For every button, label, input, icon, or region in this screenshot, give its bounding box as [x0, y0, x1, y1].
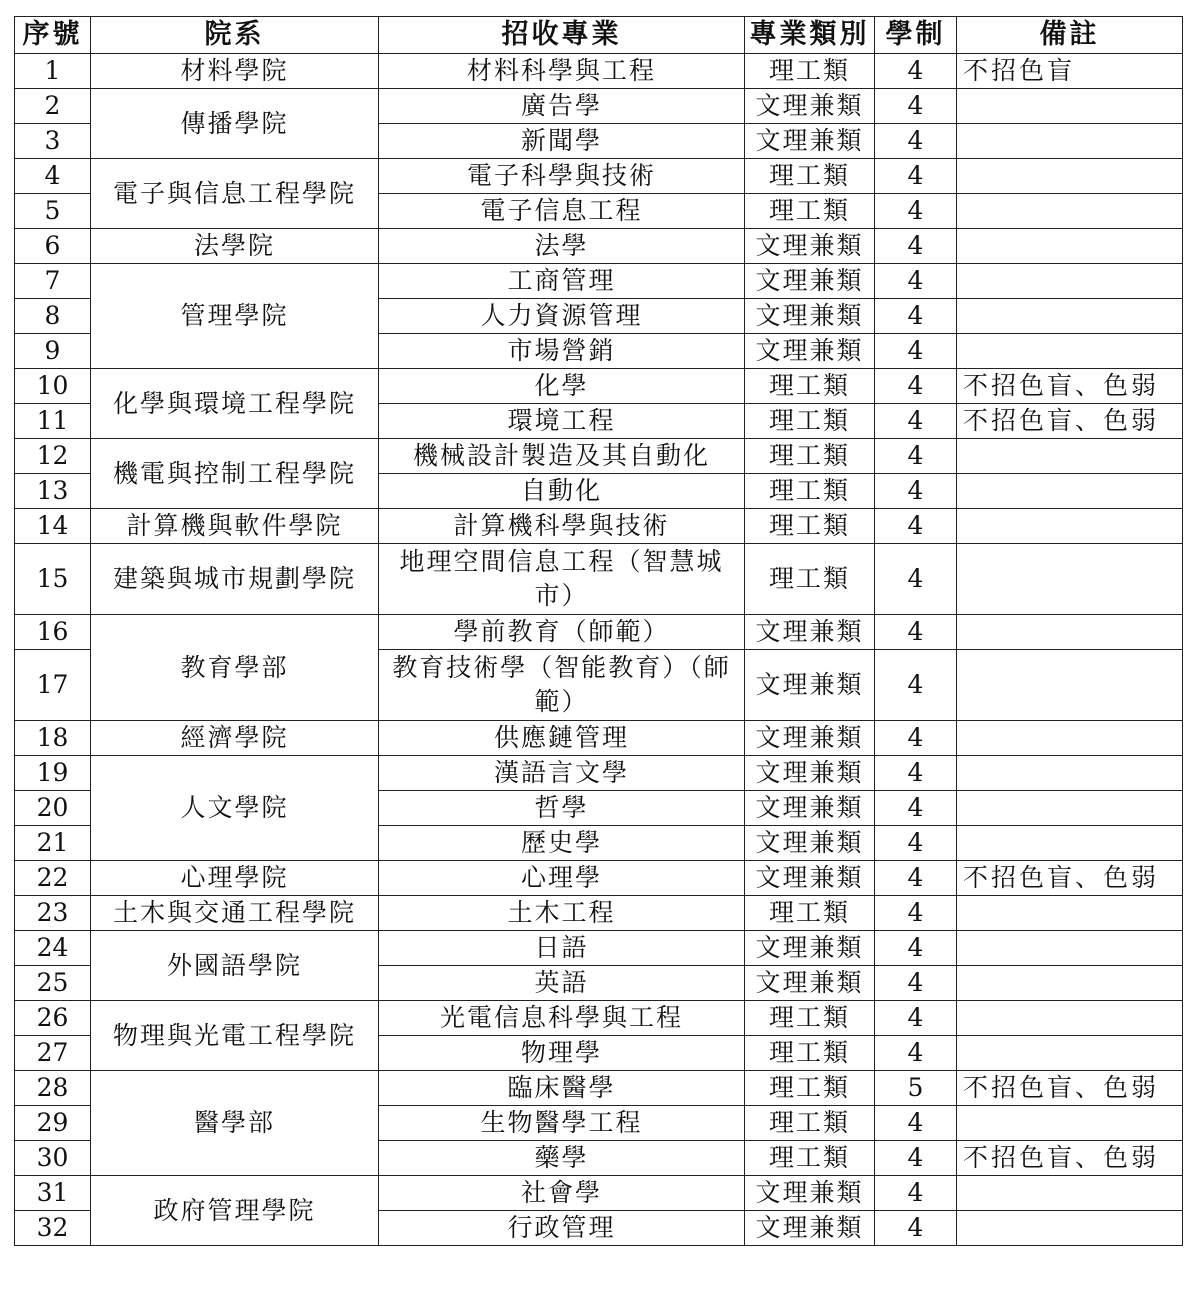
row-note [957, 791, 1183, 826]
row-major: 生物醫學工程 [379, 1106, 745, 1141]
row-major: 人力資源管理 [379, 299, 745, 334]
row-seq: 29 [15, 1106, 91, 1141]
row-major: 社會學 [379, 1176, 745, 1211]
row-dept: 人文學院 [91, 756, 379, 861]
row-years: 4 [875, 404, 957, 439]
table-row [15, 89, 1183, 124]
row-seq: 6 [15, 229, 91, 264]
row-note [957, 1211, 1183, 1246]
row-major: 材料科學與工程 [379, 54, 745, 89]
row-major: 地理空間信息工程（智慧城市） [379, 544, 745, 615]
row-major: 漢語言文學 [379, 756, 745, 791]
row-major: 藥學 [379, 1141, 745, 1176]
row-category: 理工類 [745, 474, 875, 509]
row-category: 理工類 [745, 1106, 875, 1141]
row-years: 4 [875, 1141, 957, 1176]
row-major: 學前教育（師範） [379, 615, 745, 650]
row-major: 哲學 [379, 791, 745, 826]
row-major: 教育技術學（智能教育）（師範） [379, 650, 745, 721]
row-note [957, 334, 1183, 369]
row-seq: 2 [15, 89, 91, 124]
row-note [957, 194, 1183, 229]
table-row [15, 721, 1183, 756]
row-note [957, 544, 1183, 615]
row-major: 化學 [379, 369, 745, 404]
row-seq: 4 [15, 159, 91, 194]
row-note: 不招色盲 [957, 54, 1183, 89]
row-years: 4 [875, 896, 957, 931]
row-category: 文理兼類 [745, 229, 875, 264]
table-row [15, 159, 1183, 194]
row-category: 文理兼類 [745, 966, 875, 1001]
row-major: 市場營銷 [379, 334, 745, 369]
row-category: 文理兼類 [745, 650, 875, 721]
table-row [15, 1001, 1183, 1036]
row-category: 理工類 [745, 369, 875, 404]
row-seq: 10 [15, 369, 91, 404]
row-major: 新聞學 [379, 124, 745, 159]
row-dept: 電子與信息工程學院 [91, 159, 379, 229]
row-note [957, 650, 1183, 721]
row-years: 4 [875, 791, 957, 826]
row-years: 4 [875, 124, 957, 159]
row-major: 廣告學 [379, 89, 745, 124]
row-dept: 化學與環境工程學院 [91, 369, 379, 439]
header-dept: 院系 [91, 17, 379, 54]
row-major: 自動化 [379, 474, 745, 509]
row-dept: 機電與控制工程學院 [91, 439, 379, 509]
row-dept: 建築與城市規劃學院 [91, 544, 379, 615]
header-row [15, 17, 1183, 54]
row-major: 法學 [379, 229, 745, 264]
row-dept: 經濟學院 [91, 721, 379, 756]
table-row [15, 229, 1183, 264]
row-seq: 15 [15, 544, 91, 615]
row-major: 環境工程 [379, 404, 745, 439]
row-seq: 28 [15, 1071, 91, 1106]
row-category: 文理兼類 [745, 264, 875, 299]
row-seq: 22 [15, 861, 91, 896]
row-note [957, 1106, 1183, 1141]
row-category: 理工類 [745, 1001, 875, 1036]
row-category: 理工類 [745, 509, 875, 544]
row-years: 4 [875, 721, 957, 756]
row-years: 4 [875, 1211, 957, 1246]
row-seq: 19 [15, 756, 91, 791]
row-years: 4 [875, 334, 957, 369]
row-major: 英語 [379, 966, 745, 1001]
row-category: 文理兼類 [745, 1211, 875, 1246]
row-seq: 26 [15, 1001, 91, 1036]
row-dept: 傳播學院 [91, 89, 379, 159]
row-years: 4 [875, 650, 957, 721]
row-note [957, 89, 1183, 124]
row-major: 計算機科學與技術 [379, 509, 745, 544]
table-row [15, 264, 1183, 299]
row-years: 4 [875, 299, 957, 334]
row-years: 4 [875, 194, 957, 229]
row-years: 4 [875, 474, 957, 509]
row-seq: 5 [15, 194, 91, 229]
row-category: 理工類 [745, 1071, 875, 1106]
table-body [15, 54, 1183, 1246]
row-seq: 9 [15, 334, 91, 369]
row-note [957, 159, 1183, 194]
row-major: 歷史學 [379, 826, 745, 861]
row-dept: 醫學部 [91, 1071, 379, 1176]
row-seq: 11 [15, 404, 91, 439]
table-row [15, 1071, 1183, 1106]
row-seq: 16 [15, 615, 91, 650]
row-dept: 心理學院 [91, 861, 379, 896]
row-category: 文理兼類 [745, 1176, 875, 1211]
row-seq: 27 [15, 1036, 91, 1071]
row-seq: 3 [15, 124, 91, 159]
row-seq: 32 [15, 1211, 91, 1246]
table-row [15, 509, 1183, 544]
row-category: 文理兼類 [745, 756, 875, 791]
row-years: 4 [875, 54, 957, 89]
table-row [15, 439, 1183, 474]
row-seq: 13 [15, 474, 91, 509]
row-years: 4 [875, 756, 957, 791]
row-category: 理工類 [745, 404, 875, 439]
row-seq: 30 [15, 1141, 91, 1176]
row-note: 不招色盲、色弱 [957, 1141, 1183, 1176]
row-dept: 教育學部 [91, 615, 379, 721]
row-seq: 18 [15, 721, 91, 756]
row-major: 臨床醫學 [379, 1071, 745, 1106]
row-years: 4 [875, 439, 957, 474]
row-years: 4 [875, 1176, 957, 1211]
row-years: 4 [875, 1036, 957, 1071]
row-note [957, 615, 1183, 650]
row-dept: 土木與交通工程學院 [91, 896, 379, 931]
table-row [15, 896, 1183, 931]
row-major: 電子信息工程 [379, 194, 745, 229]
row-note [957, 931, 1183, 966]
row-dept: 計算機與軟件學院 [91, 509, 379, 544]
row-major: 土木工程 [379, 896, 745, 931]
row-category: 文理兼類 [745, 124, 875, 159]
row-years: 4 [875, 1001, 957, 1036]
row-dept: 法學院 [91, 229, 379, 264]
row-seq: 8 [15, 299, 91, 334]
row-dept: 物理與光電工程學院 [91, 1001, 379, 1071]
row-major: 物理學 [379, 1036, 745, 1071]
table-row [15, 931, 1183, 966]
row-note [957, 721, 1183, 756]
header-major: 招收專業 [379, 17, 745, 54]
row-years: 4 [875, 931, 957, 966]
row-dept: 材料學院 [91, 54, 379, 89]
admissions-table-container [14, 16, 1183, 1246]
row-seq: 31 [15, 1176, 91, 1211]
row-years: 4 [875, 544, 957, 615]
row-years: 4 [875, 861, 957, 896]
admissions-table [14, 16, 1183, 1246]
row-major: 光電信息科學與工程 [379, 1001, 745, 1036]
row-major: 供應鏈管理 [379, 721, 745, 756]
row-years: 4 [875, 159, 957, 194]
row-category: 文理兼類 [745, 931, 875, 966]
row-seq: 7 [15, 264, 91, 299]
row-category: 文理兼類 [745, 89, 875, 124]
table-row [15, 615, 1183, 650]
table-row [15, 369, 1183, 404]
row-years: 4 [875, 264, 957, 299]
table-row [15, 544, 1183, 615]
table-row [15, 756, 1183, 791]
row-seq: 12 [15, 439, 91, 474]
row-note [957, 264, 1183, 299]
row-years: 4 [875, 1106, 957, 1141]
header-seq: 序號 [15, 17, 91, 54]
row-seq: 20 [15, 791, 91, 826]
table-row [15, 861, 1183, 896]
row-note [957, 826, 1183, 861]
table-row [15, 54, 1183, 89]
row-note: 不招色盲、色弱 [957, 369, 1183, 404]
row-seq: 24 [15, 931, 91, 966]
row-category: 文理兼類 [745, 615, 875, 650]
row-category: 理工類 [745, 1036, 875, 1071]
row-category: 理工類 [745, 194, 875, 229]
row-years: 4 [875, 509, 957, 544]
row-note [957, 1036, 1183, 1071]
header-category: 專業類別 [745, 17, 875, 54]
row-years: 5 [875, 1071, 957, 1106]
row-note [957, 756, 1183, 791]
row-major: 電子科學與技術 [379, 159, 745, 194]
table-row [15, 1176, 1183, 1211]
row-seq: 1 [15, 54, 91, 89]
row-years: 4 [875, 89, 957, 124]
row-category: 文理兼類 [745, 334, 875, 369]
row-dept: 政府管理學院 [91, 1176, 379, 1246]
row-seq: 25 [15, 966, 91, 1001]
row-major: 工商管理 [379, 264, 745, 299]
row-years: 4 [875, 826, 957, 861]
row-category: 理工類 [745, 1141, 875, 1176]
row-dept: 管理學院 [91, 264, 379, 369]
row-note [957, 439, 1183, 474]
row-major: 機械設計製造及其自動化 [379, 439, 745, 474]
row-note [957, 474, 1183, 509]
row-category: 理工類 [745, 896, 875, 931]
row-note: 不招色盲、色弱 [957, 1071, 1183, 1106]
row-note: 不招色盲、色弱 [957, 404, 1183, 439]
row-note: 不招色盲、色弱 [957, 861, 1183, 896]
row-note [957, 966, 1183, 1001]
row-seq: 14 [15, 509, 91, 544]
row-seq: 23 [15, 896, 91, 931]
header-note: 備註 [957, 17, 1183, 54]
header-years: 學制 [875, 17, 957, 54]
row-seq: 17 [15, 650, 91, 721]
row-years: 4 [875, 966, 957, 1001]
row-years: 4 [875, 369, 957, 404]
row-category: 文理兼類 [745, 826, 875, 861]
row-major: 行政管理 [379, 1211, 745, 1246]
row-note [957, 229, 1183, 264]
row-note [957, 299, 1183, 334]
row-category: 理工類 [745, 54, 875, 89]
row-note [957, 1176, 1183, 1211]
row-category: 文理兼類 [745, 299, 875, 334]
row-category: 理工類 [745, 159, 875, 194]
row-note [957, 509, 1183, 544]
row-category: 文理兼類 [745, 861, 875, 896]
row-years: 4 [875, 229, 957, 264]
row-note [957, 124, 1183, 159]
row-seq: 21 [15, 826, 91, 861]
row-dept: 外國語學院 [91, 931, 379, 1001]
row-major: 心理學 [379, 861, 745, 896]
row-category: 文理兼類 [745, 721, 875, 756]
row-category: 理工類 [745, 439, 875, 474]
row-category: 理工類 [745, 544, 875, 615]
row-note [957, 1001, 1183, 1036]
row-major: 日語 [379, 931, 745, 966]
row-category: 文理兼類 [745, 791, 875, 826]
row-years: 4 [875, 615, 957, 650]
row-note [957, 896, 1183, 931]
